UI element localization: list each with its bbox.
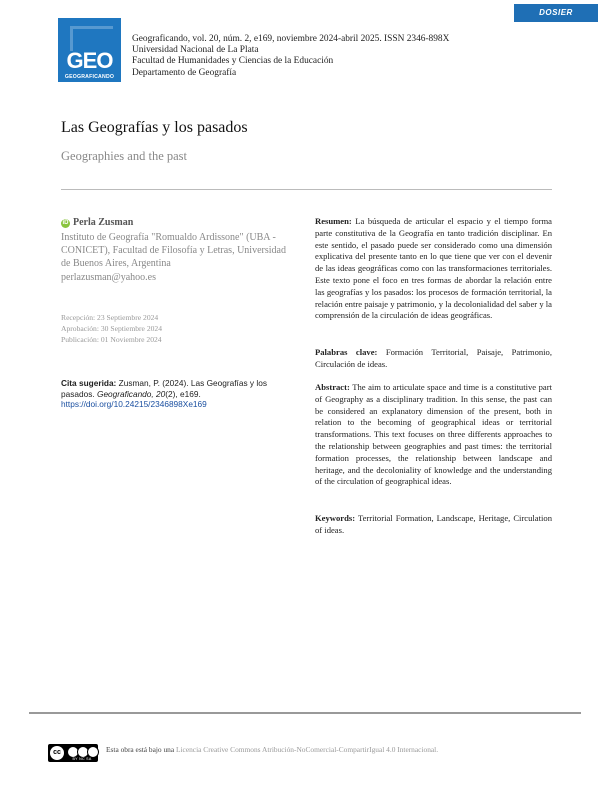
article-title: Las Geografías y los pasados [61,119,248,136]
keywords-label: Keywords: [315,513,356,523]
license-note [106,745,438,754]
footer-divider [29,712,581,714]
orcid-icon[interactable]: iD [62,220,69,226]
article-dates [61,312,162,345]
date-published: Publicación: 01 Noviembre 2024 [61,335,162,344]
header-line-department: Departamento de Geografía [132,67,237,78]
article-subtitle: Geographies and the past [61,149,188,163]
keywords-spanish [315,347,552,371]
cc-by-nc-sa-icon[interactable] [48,744,98,762]
author-name: Perla Zusman [73,217,134,228]
citation-journal: Geograficando, 20 [96,388,166,399]
affiliation-line: de Buenos Aires, Argentina [61,258,171,270]
suggested-citation [61,378,296,410]
affiliation-line: CONICET), Facultad de Filosofía y Letras, Universidad [61,245,286,257]
abstract-label: Resumen: [315,216,352,226]
divider [61,189,552,190]
abstract-text: La búsqueda de articular el espacio y el tiempo forma parte constitutiva de la Geografía en tanto tradición disciplinar. En este sentido, el pasado puede ser considerado como una dimensión explicativa del presente tanto en lo que tiene que ver con el devenir de las ideas geográficas como con las transformaciones territoriales. Este texto pone el foco en tres formas de abordar la relación entre las geografías y los pasados: los procesos de formación territorial, la relación entre paisaje y patrimonio, y la decolonialidad del saber y la comprensión de la circulación de ideas geográficas. [315,216,552,321]
abstract-label: Abstract: [315,382,350,392]
abstract-english [315,382,552,488]
author-affiliation [61,231,296,284]
logo-subtitle: GEOGRAFICANDO [64,74,115,80]
date-received: Recepción: 23 Septiembre 2024 [61,313,159,322]
keywords-text: Territorial Formation, Landscape, Heritage, Circulation of ideas. [315,513,552,535]
doi-link[interactable]: https://doi.org/10.24215/2346898Xe169 [61,399,207,409]
author-email[interactable]: perlazusman@yahoo.es [61,271,157,283]
section-badge: DOSIER [514,4,598,22]
date-approved: Aprobación: 30 Septiembre 2024 [61,324,163,333]
license-prefix: Esta obra está bajo una [106,745,176,754]
journal-header [132,34,449,79]
logo-mark: GEO [66,48,113,73]
keywords-english [315,513,552,537]
citation-text: Zusman, P. (2024). Las Geografías y los pasados. [61,378,267,399]
affiliation-line: Instituto de Geografía "Romualdo Ardissone" (UBA - [61,232,276,243]
keywords-label: Palabras clave: [315,347,378,357]
journal-logo [58,18,121,82]
license-link[interactable]: Licencia Creative Commons Atribución-NoComercial-CompartirIgual 4.0 Internacional. [175,745,439,754]
header-line-university: Universidad Nacional de La Plata [132,45,259,56]
cc-icon: cc [50,746,64,760]
citation-text: (2), e169. [165,388,201,399]
keywords-text: Formación Territorial, Paisaje, Patrimonio, Circulación de ideas. [315,347,552,369]
abstract-spanish [315,216,552,322]
cc-terms-label: BY NC SA [72,757,92,761]
header-line-faculty: Facultad de Humanidades y Ciencias de la Educación [132,56,334,67]
abstract-text: The aim to articulate space and time is a constitutive part of Geography as a disciplinary tradition. In this sense, the past can be considered an explanatory dimension of the present, both in relation to the becoming of geographical ideas or territorial transformations. This text focuses on three differents approaches to the relationship between geographies and past times: the territorial formation processes, the relationship between landscape and heritage, and the decoloniality of knowledge and the understanding of the circulation of geographical ideas. [315,382,552,487]
citation-label: Cita sugerida: [61,378,117,388]
header-line-journal: Geograficando, vol. 20, núm. 2, e169, noviembre 2024-abril 2025. ISSN 2346-898X [132,34,450,44]
author-line [61,217,133,229]
